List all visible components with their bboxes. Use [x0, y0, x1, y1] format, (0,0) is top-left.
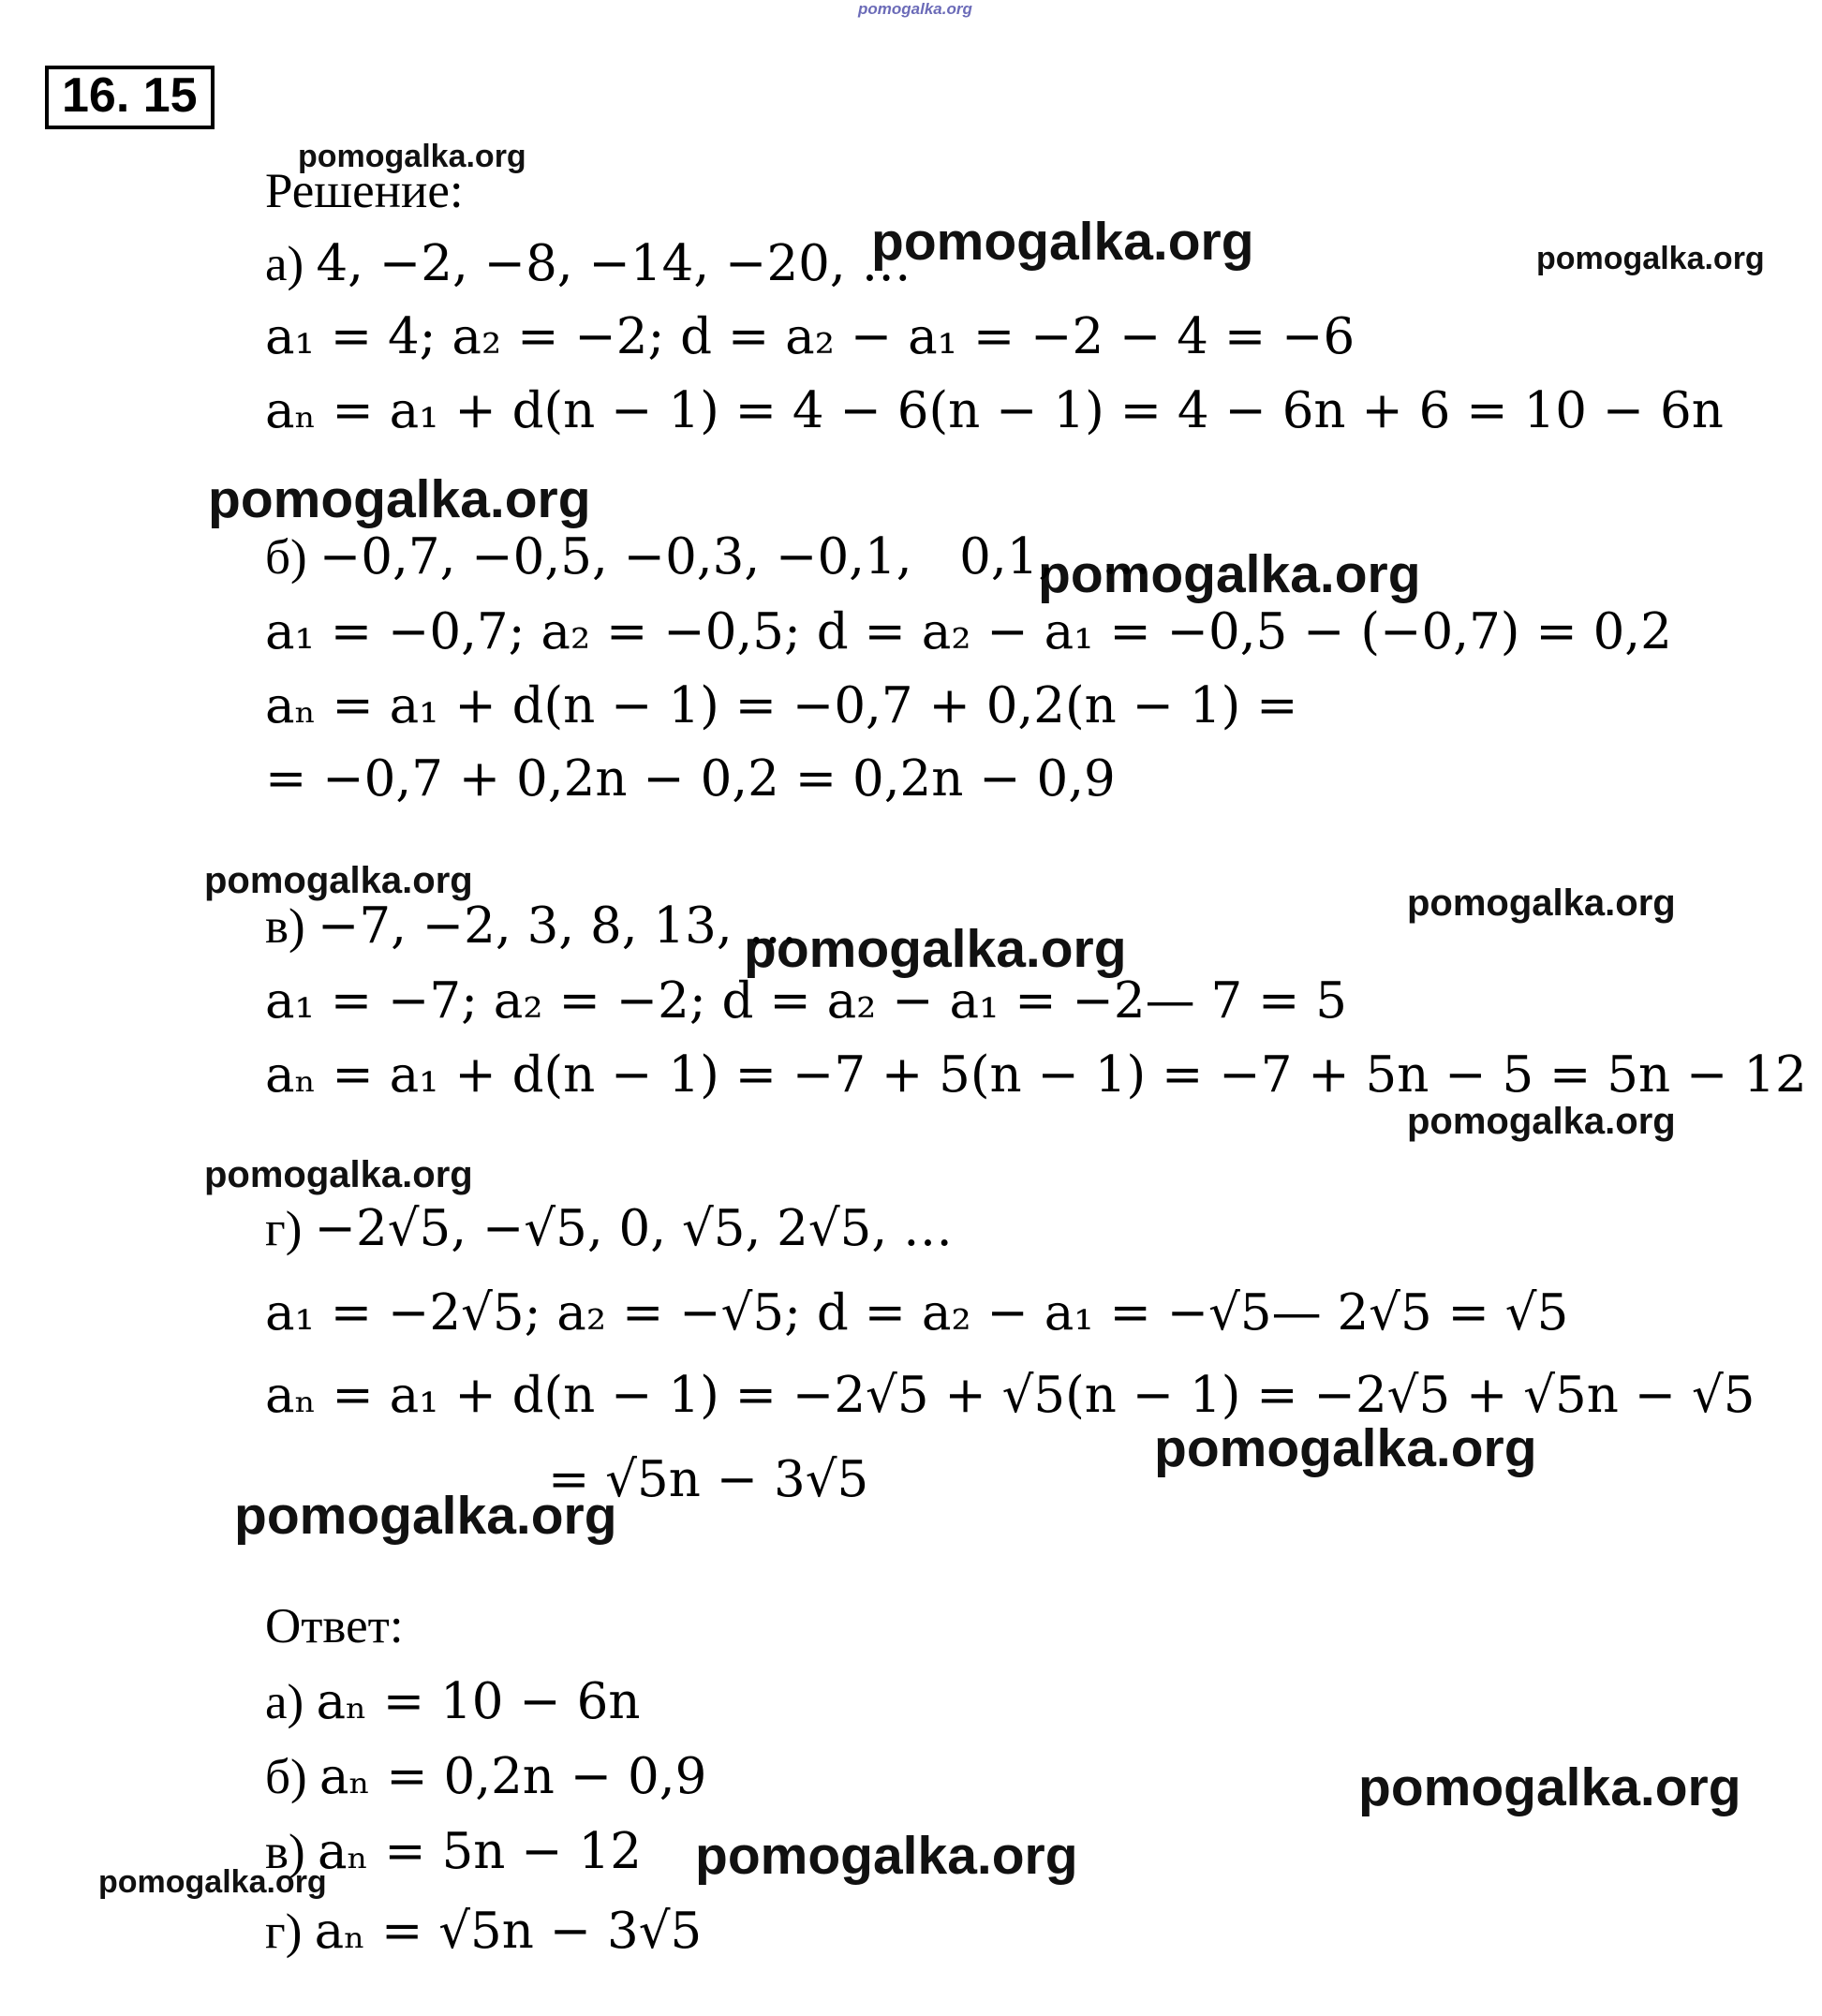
- watermark: pomogalka.org: [871, 212, 1254, 272]
- watermark: pomogalka.org: [695, 1826, 1078, 1886]
- answer-b: [265, 1748, 707, 1805]
- watermark: pomogalka.org: [98, 1864, 327, 1900]
- part-b-line3: = −0,7 + 0,2n − 0,2 = 0,2n − 0,9: [265, 750, 1116, 808]
- answer-a-value: aₙ = 10 − 6n: [316, 1673, 641, 1730]
- watermark: pomogalka.org: [1536, 241, 1765, 276]
- answer-b-label: б): [265, 1750, 307, 1804]
- part-v-sequence-line: [265, 897, 798, 955]
- answer-g-label: г): [265, 1905, 303, 1959]
- answer-b-value: aₙ = 0,2n − 0,9: [318, 1748, 707, 1805]
- part-v-line2: aₙ = a₁ + d(n − 1) = −7 + 5(n − 1) = −7 + 5n − 5 = 5n − 12: [265, 1046, 1807, 1104]
- answer-heading: Ответ:: [265, 1599, 404, 1653]
- part-g-line2: aₙ = a₁ + d(n − 1) = −2√5 + √5(n − 1) = −2√5 + √5n − √5: [265, 1367, 1755, 1424]
- answer-g: [265, 1903, 703, 1960]
- watermark: pomogalka.org: [298, 139, 526, 174]
- watermark: pomogalka.org: [204, 1154, 473, 1195]
- watermark-top: pomogalka.org: [858, 0, 972, 18]
- watermark: pomogalka.org: [1407, 882, 1676, 924]
- part-v-label: в): [265, 899, 305, 954]
- part-a-sequence-line: [265, 235, 911, 292]
- answer-v-label: в): [265, 1825, 305, 1879]
- watermark: pomogalka.org: [1154, 1418, 1537, 1478]
- problem-number: 16. 15: [45, 66, 215, 129]
- part-b-line1: a₁ = −0,7; a₂ = −0,5; d = a₂ − a₁ = −0,5 − (−0,7) = 0,2: [265, 603, 1672, 660]
- part-b-sequence-line: [265, 528, 1151, 586]
- answer-v-value: aₙ = 5n − 12: [317, 1823, 642, 1880]
- answer-g-value: aₙ = √5n − 3√5: [314, 1903, 703, 1960]
- watermark: pomogalka.org: [744, 919, 1127, 979]
- part-g-sequence: −2√5, −√5, 0, √5, 2√5, …: [314, 1200, 954, 1257]
- answer-a: [265, 1673, 641, 1730]
- part-g-line3: = √5n − 3√5: [548, 1451, 869, 1508]
- watermark: pomogalka.org: [234, 1486, 617, 1546]
- part-a-line2: aₙ = a₁ + d(n − 1) = 4 − 6(n − 1) = 4 − 6n + 6 = 10 − 6n: [265, 382, 1724, 439]
- part-g-sequence-line: [265, 1200, 954, 1257]
- watermark: pomogalka.org: [1038, 544, 1421, 604]
- answer-v: [265, 1823, 642, 1880]
- watermark: pomogalka.org: [1407, 1101, 1676, 1142]
- part-g-line1: a₁ = −2√5; a₂ = −√5; d = a₂ − a₁ = −√5— 2√5 = √5: [265, 1284, 1569, 1342]
- part-g-label: г): [265, 1202, 303, 1256]
- watermark: pomogalka.org: [204, 860, 473, 901]
- part-b-line2: aₙ = a₁ + d(n − 1) = −0,7 + 0,2(n − 1) =: [265, 677, 1298, 734]
- part-v-sequence: −7, −2, 3, 8, 13, …: [317, 897, 798, 955]
- part-b-label: б): [265, 530, 307, 585]
- watermark: pomogalka.org: [1358, 1757, 1741, 1817]
- part-a-label: а): [265, 237, 304, 291]
- part-a-sequence: 4, −2, −8, −14, −20, …: [316, 235, 911, 292]
- part-a-line1: a₁ = 4; a₂ = −2; d = a₂ − a₁ = −2 − 4 = −6: [265, 308, 1355, 365]
- part-v-line1: a₁ = −7; a₂ = −2; d = a₂ − a₁ = −2— 7 = 5: [265, 972, 1348, 1030]
- answer-a-label: а): [265, 1675, 304, 1729]
- solution-heading: Решение:: [265, 164, 464, 218]
- watermark: pomogalka.org: [208, 469, 591, 529]
- part-b-sequence: −0,7, −0,5, −0,3, −0,1, 0,1, …: [318, 528, 1151, 586]
